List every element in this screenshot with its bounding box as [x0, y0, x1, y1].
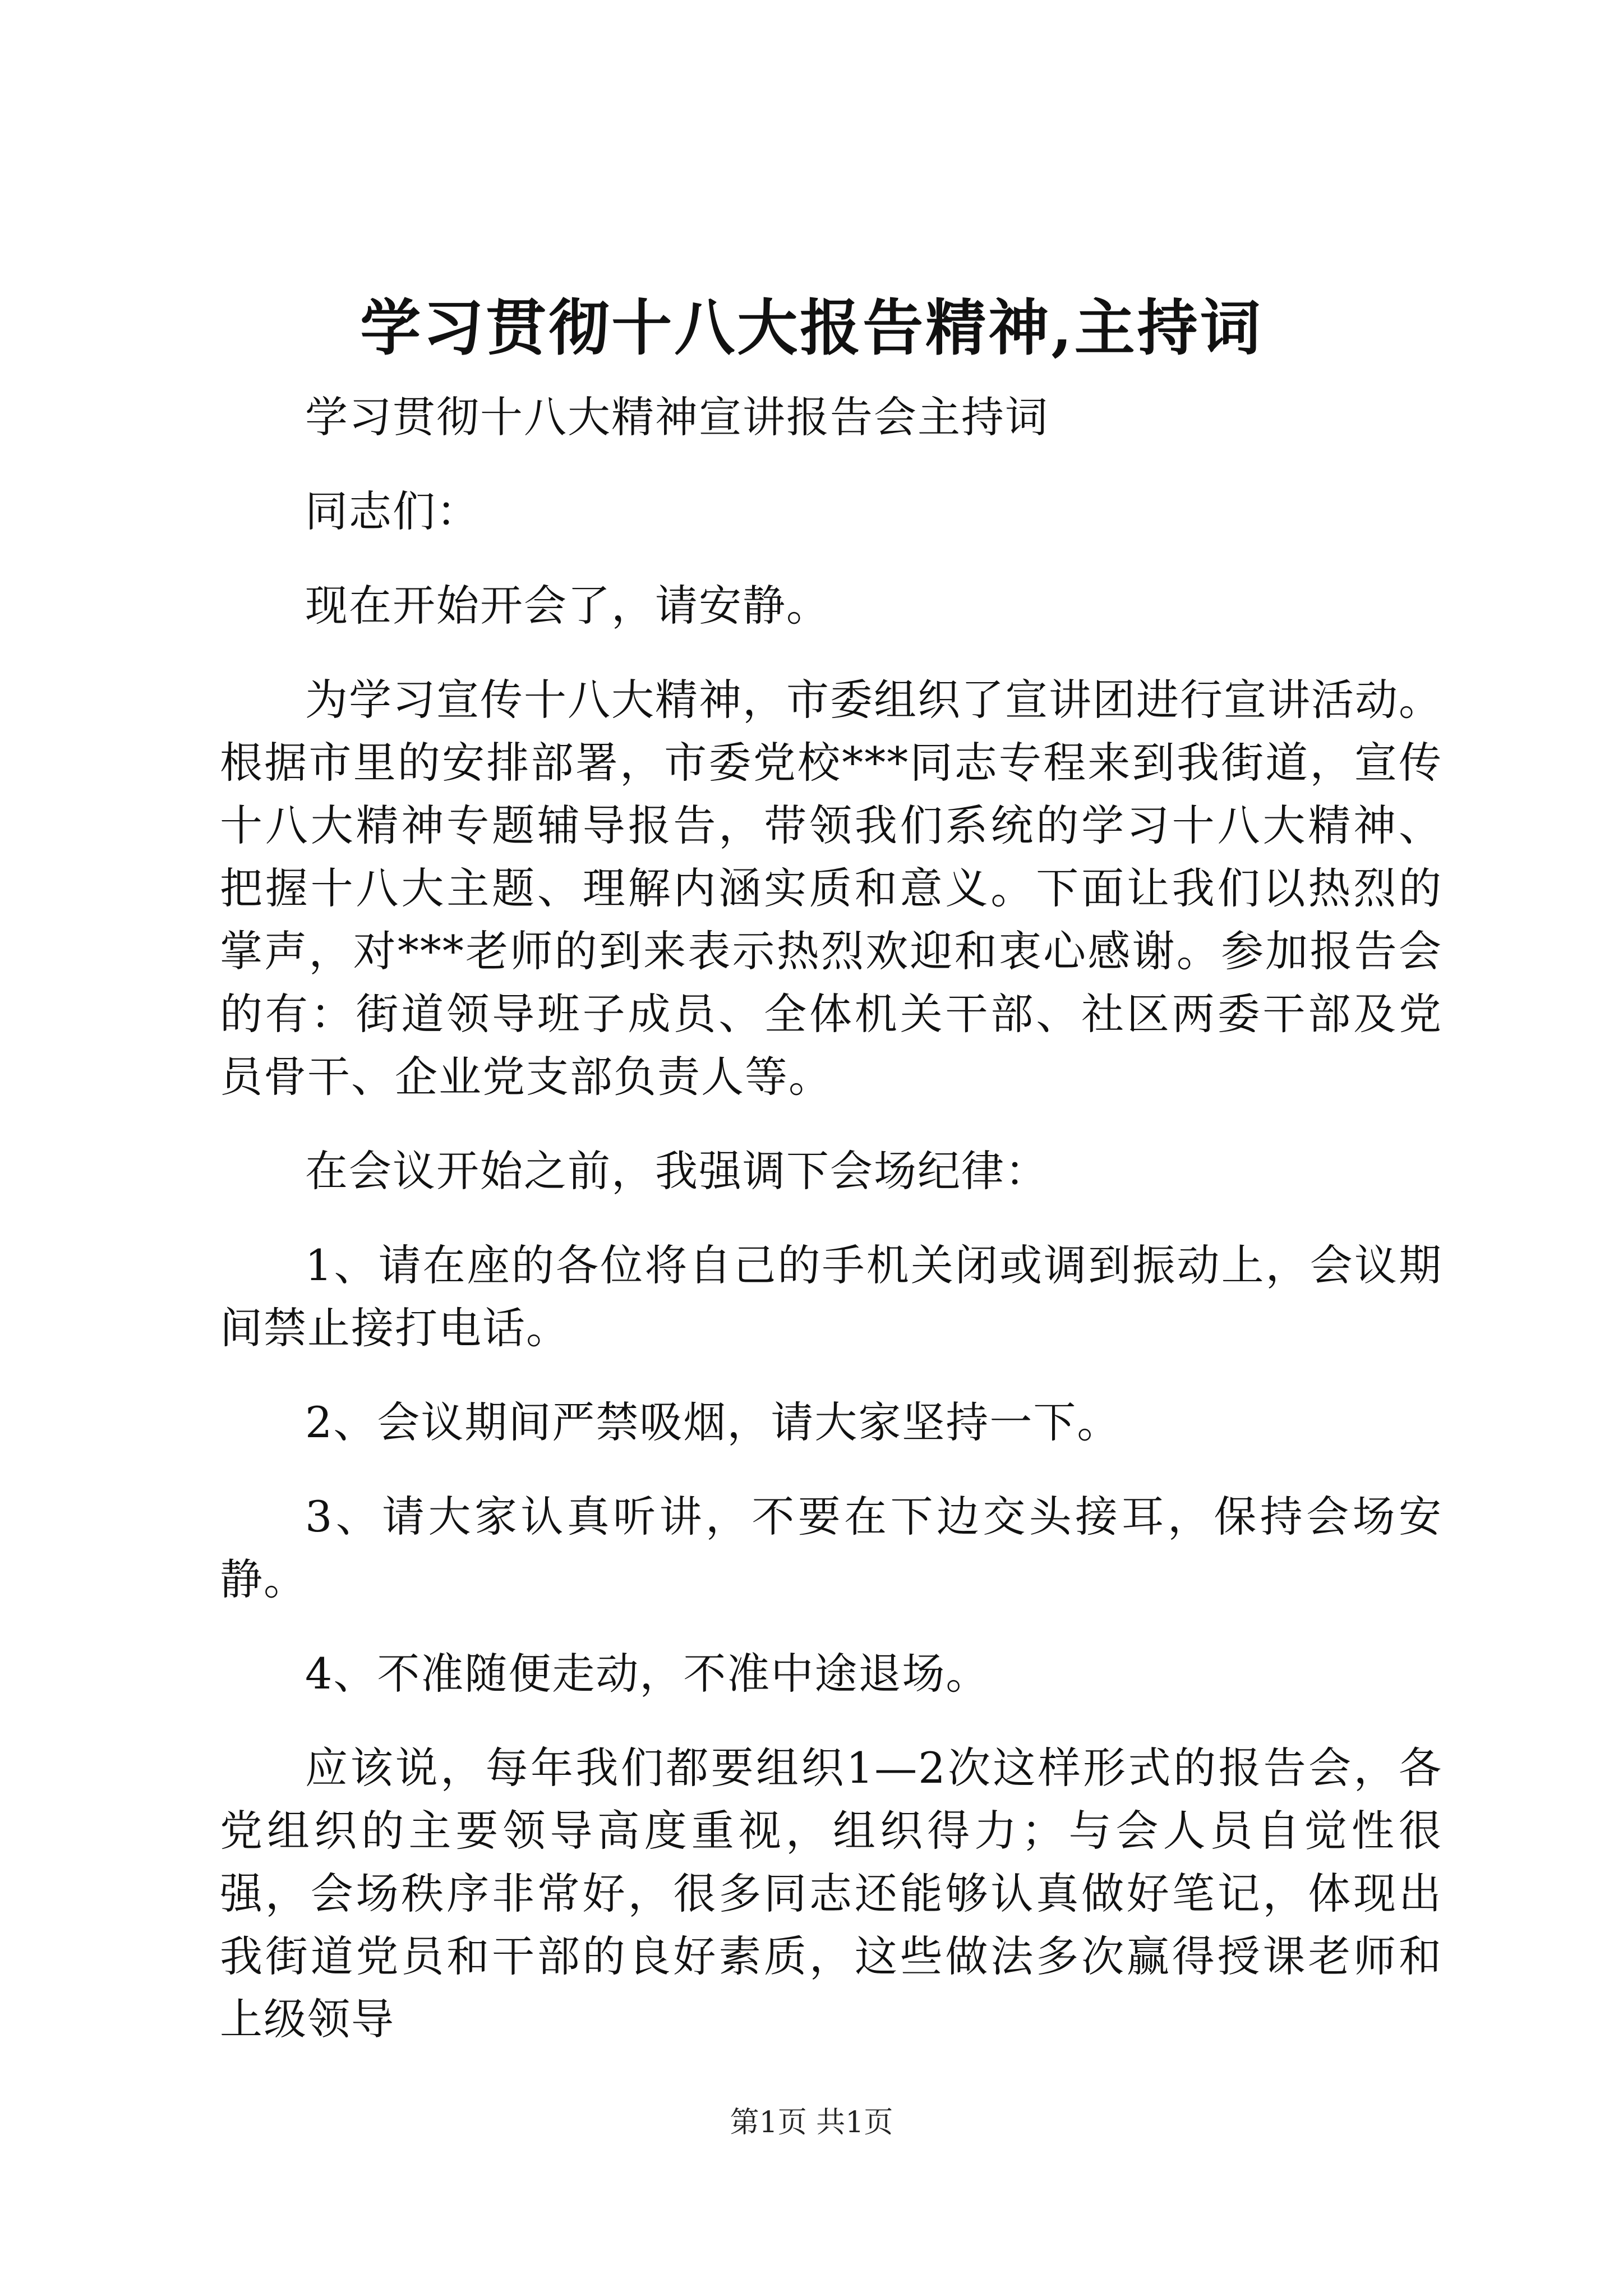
salutation-paragraph: 同志们： [305, 486, 480, 536]
opening-paragraph: 现在开始开会了，请安静。 [305, 581, 830, 631]
document-title: 学习贯彻十八大报告精神,主持词 [360, 293, 1263, 364]
discipline-intro-paragraph: 在会议开始之前，我强调下会场纪律： [305, 1146, 1049, 1196]
rule-3-paragraph: 3、请大家认真听讲，不要在下边交头接耳，保持会场安静。 [220, 1492, 1442, 1604]
page-footer: 第1页 共1页 [730, 2106, 893, 2139]
closing-paragraph: 应该说，每年我们都要组织1—2次这样形式的报告会，各党组织的主要领导高度重视，组织得力；与会人员自觉性很强，会场秩序非常好，很多同志还能够认真做好笔记，体现出我街道党员和干部的良好素质，这些做法多次赢得授课老师和上级领导 [220, 1743, 1442, 2044]
document-body [220, 386, 1442, 2082]
subtitle-paragraph: 学习贯彻十八大精神宣讲报告会主持词 [305, 392, 1049, 442]
rule-1-paragraph: 1、请在座的各位将自己的手机关闭或调到振动上，会议期间禁止接打电话。 [220, 1240, 1442, 1353]
rule-2-paragraph: 2、会议期间严禁吸烟，请大家坚持一下。 [305, 1397, 1121, 1447]
rule-4-paragraph: 4、不准随便走动，不准中途退场。 [305, 1649, 990, 1699]
introduction-paragraph: 为学习宣传十八大精神，市委组织了宣讲团进行宣讲活动。根据市里的安排部署，市委党校***同志专程来到我街道，宣传十八大精神专题辅导报告，带领我们系统的学习十八大精神、把握十八大主题、理解内涵实质和意义。下面让我们以热烈的掌声，对***老师的到来表示热烈欢迎和衷心感谢。参加报告会的有：街道领导班子成员、全体机关干部、社区两委干部及党员骨干、企业党支部负责人等。 [220, 675, 1442, 1102]
